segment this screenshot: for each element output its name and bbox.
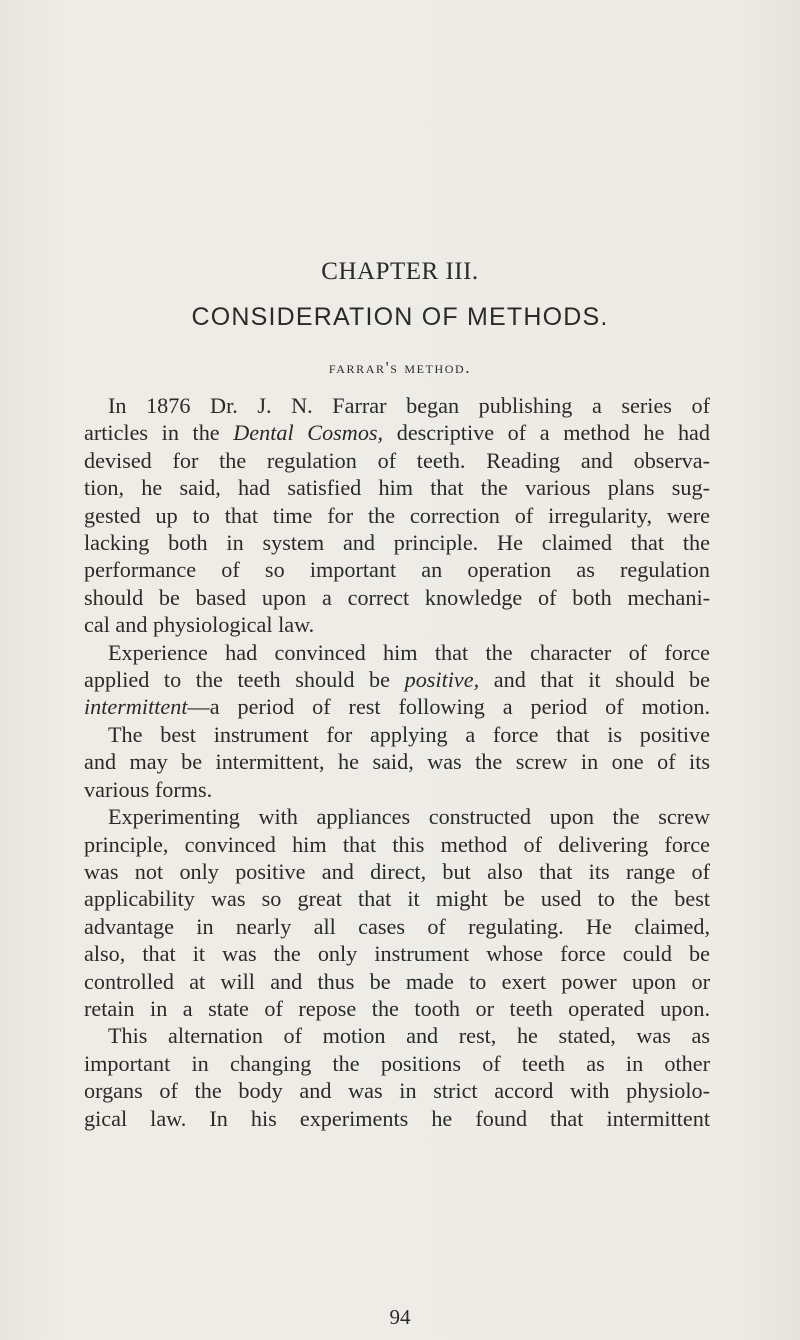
- text-run: cal and physiological law.: [84, 612, 315, 638]
- italic-text: intermittent: [84, 694, 188, 720]
- text-run: should be based upon a correct knowledge of both mechani-: [84, 584, 710, 610]
- text-line: [84, 447, 710, 474]
- italic-text: positive,: [404, 667, 480, 693]
- text-line: [84, 940, 710, 967]
- text-line: [84, 885, 710, 912]
- text-line: [84, 529, 710, 556]
- text-line: [84, 968, 710, 995]
- text-line: [84, 721, 710, 748]
- text-line: [84, 776, 710, 803]
- text-run: In 1876 Dr. J. N. Farrar began publishing a series of: [108, 393, 710, 418]
- section-subheading: farrar's method.: [328, 358, 472, 377]
- chapter-heading: CHAPTER III.: [321, 258, 479, 285]
- text-run: This alternation of motion and rest, he stated, was as: [108, 1023, 710, 1049]
- text-run: Experience had convinced him that the character of force: [108, 639, 710, 665]
- text-line: [84, 502, 710, 529]
- text-line: [84, 639, 710, 666]
- text-run: various forms.: [84, 776, 213, 802]
- text-run: gical law. In his experiments he found that intermittent: [84, 1105, 710, 1131]
- text-line: [84, 419, 710, 446]
- text-run: and that it should be: [479, 667, 710, 693]
- text-line: [84, 1077, 710, 1104]
- text-line: [84, 858, 710, 885]
- text-line: [84, 666, 710, 693]
- text-run: advantage in nearly all cases of regulating. He claimed,: [84, 913, 710, 939]
- text-line: [84, 803, 710, 830]
- text-run: important in changing the positions of teeth as in other: [84, 1050, 710, 1076]
- text-run: also, that it was the only instrument whose force could be: [84, 941, 710, 967]
- text-run: Experimenting with appliances constructed upon the screw: [108, 804, 710, 830]
- text-line: [84, 693, 710, 720]
- text-line: [84, 611, 710, 638]
- italic-text: Dental Cosmos,: [233, 420, 384, 446]
- text-run: lacking both in system and principle. He claimed that the: [84, 530, 710, 556]
- text-line: [84, 1022, 710, 1049]
- text-line: [84, 831, 710, 858]
- text-run: organs of the body and was in strict accord with physiolo-: [84, 1078, 710, 1104]
- text-run: The best instrument for applying a force that is positive: [108, 721, 710, 747]
- text-line: [84, 1105, 710, 1132]
- text-run: applicability was so great that it might be used to the best: [84, 886, 710, 912]
- text-run: articles in the: [84, 420, 234, 446]
- text-run: applied to the teeth should be: [84, 667, 405, 693]
- text-run: retain in a state of repose the tooth or teeth operated upon.: [84, 995, 710, 1021]
- text-line: [84, 748, 710, 775]
- text-run: principle, convinced him that this method of delivering force: [84, 831, 710, 857]
- text-line: [84, 556, 710, 583]
- text-run: gested up to that time for the correction of irregularity, were: [84, 502, 710, 528]
- text-line: [84, 913, 710, 940]
- text-run: and may be intermittent, he said, was the screw in one of its: [84, 749, 710, 775]
- text-line: [84, 392, 710, 419]
- text-line: [84, 584, 710, 611]
- text-run: performance of so important an operation as regulation: [84, 557, 710, 583]
- text-run: tion, he said, had satisfied him that the various plans sug-: [84, 475, 710, 501]
- text-line: [84, 995, 710, 1022]
- text-run: was not only positive and direct, but also that its range of: [84, 858, 710, 884]
- page-number: 94: [389, 1305, 411, 1329]
- text-run: —a period of rest following a period of motion.: [187, 694, 710, 720]
- chapter-title: CONSIDERATION OF METHODS.: [191, 303, 609, 331]
- text-line: [84, 474, 710, 501]
- text-run: controlled at will and thus be made to exert power upon or: [84, 968, 710, 994]
- text-run: descriptive of a method he had: [383, 420, 710, 446]
- text-line: [84, 1050, 710, 1077]
- body-text: [84, 392, 710, 1132]
- text-run: devised for the regulation of teeth. Reading and observa-: [84, 447, 710, 473]
